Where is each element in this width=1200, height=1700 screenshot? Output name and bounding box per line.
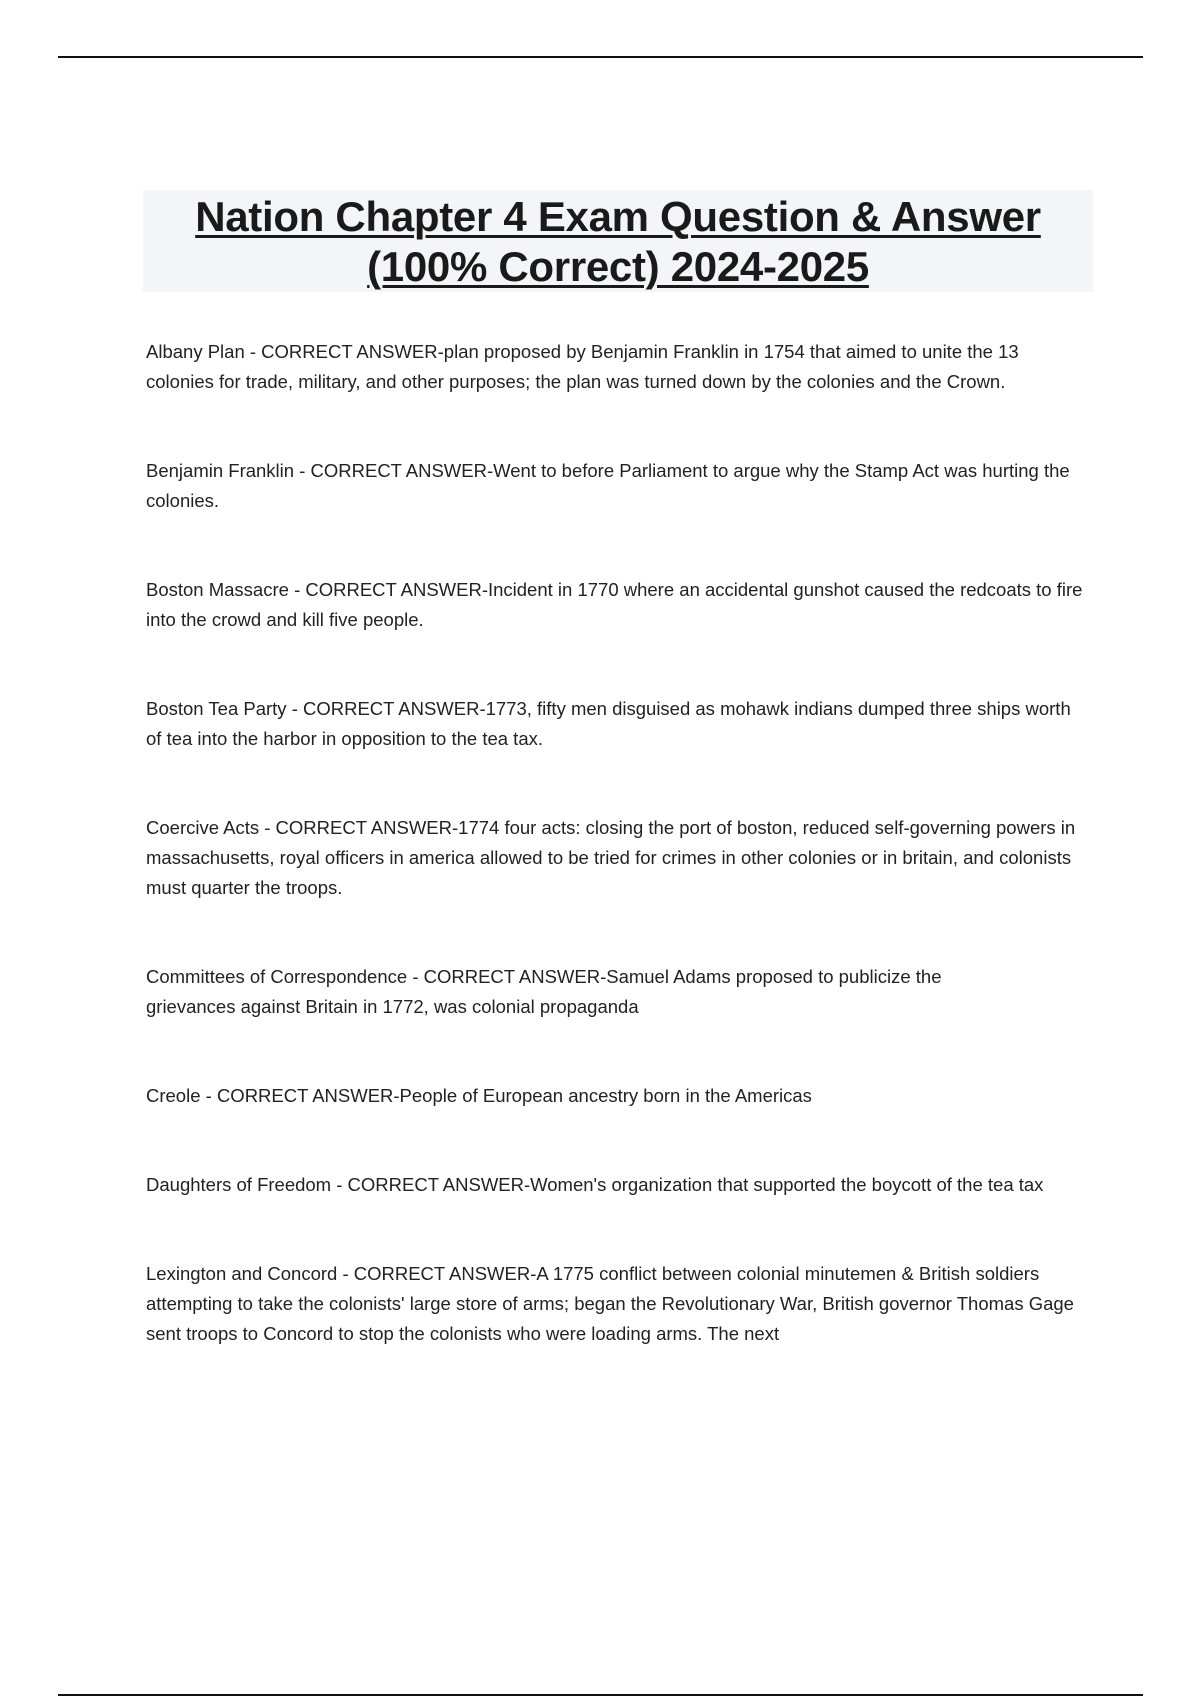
qa-entry-boston-tea-party: Boston Tea Party - CORRECT ANSWER-1773, fifty men disguised as mohawk indians dumped three ships worth of tea into the harbor in opposition to the tea tax. bbox=[146, 698, 1071, 749]
page-title-line-1: Nation Chapter 4 Exam Question & Answer bbox=[195, 193, 1041, 240]
qa-entry-lexington-and-concord: Lexington and Concord - CORRECT ANSWER-A 1775 conflict between colonial minutemen & British soldiers attempting to take the colonists' large store of arms; began the Revolutionary War, British governor Thomas Gage sent troops to Concord to stop the colonists who were loading arms. The next bbox=[146, 1263, 1074, 1344]
page-title-line-2: (100% Correct) 2024-2025 bbox=[367, 243, 869, 290]
qa-entry-coercive-acts: Coercive Acts - CORRECT ANSWER-1774 four acts: closing the port of boston, reduced self-governing powers in massachusetts, royal officers in america allowed to be tried for crimes in other colonies or in britain, and colonists must quarter the troops. bbox=[146, 817, 1076, 898]
qa-entry-daughters-of-freedom: Daughters of Freedom - CORRECT ANSWER-Women's organization that supported the boycott of the tea tax bbox=[146, 1174, 1044, 1195]
top-rule bbox=[58, 56, 1143, 58]
qa-entry-committees-of-correspondence: Committees of Correspondence - CORRECT ANSWER-Samuel Adams proposed to publicize the grievances against Britain in 1772, was colonial propaganda bbox=[146, 966, 942, 1017]
bottom-rule bbox=[58, 1694, 1143, 1696]
qa-entry-albany-plan: Albany Plan - CORRECT ANSWER-plan proposed by Benjamin Franklin in 1754 that aimed to unite the 13 colonies for trade, military, and other purposes; the plan was turned down by the colonies and the Crown. bbox=[146, 341, 1019, 392]
qa-list bbox=[146, 337, 1096, 1349]
qa-entry-creole: Creole - CORRECT ANSWER-People of European ancestry born in the Americas bbox=[146, 1085, 812, 1106]
qa-entry-benjamin-franklin: Benjamin Franklin - CORRECT ANSWER-Went to before Parliament to argue why the Stamp Act was hurting the colonies. bbox=[146, 460, 1070, 511]
title-block bbox=[143, 190, 1093, 292]
qa-entry-boston-massacre: Boston Massacre - CORRECT ANSWER-Incident in 1770 where an accidental gunshot caused the redcoats to fire into the crowd and kill five people. bbox=[146, 579, 1083, 630]
